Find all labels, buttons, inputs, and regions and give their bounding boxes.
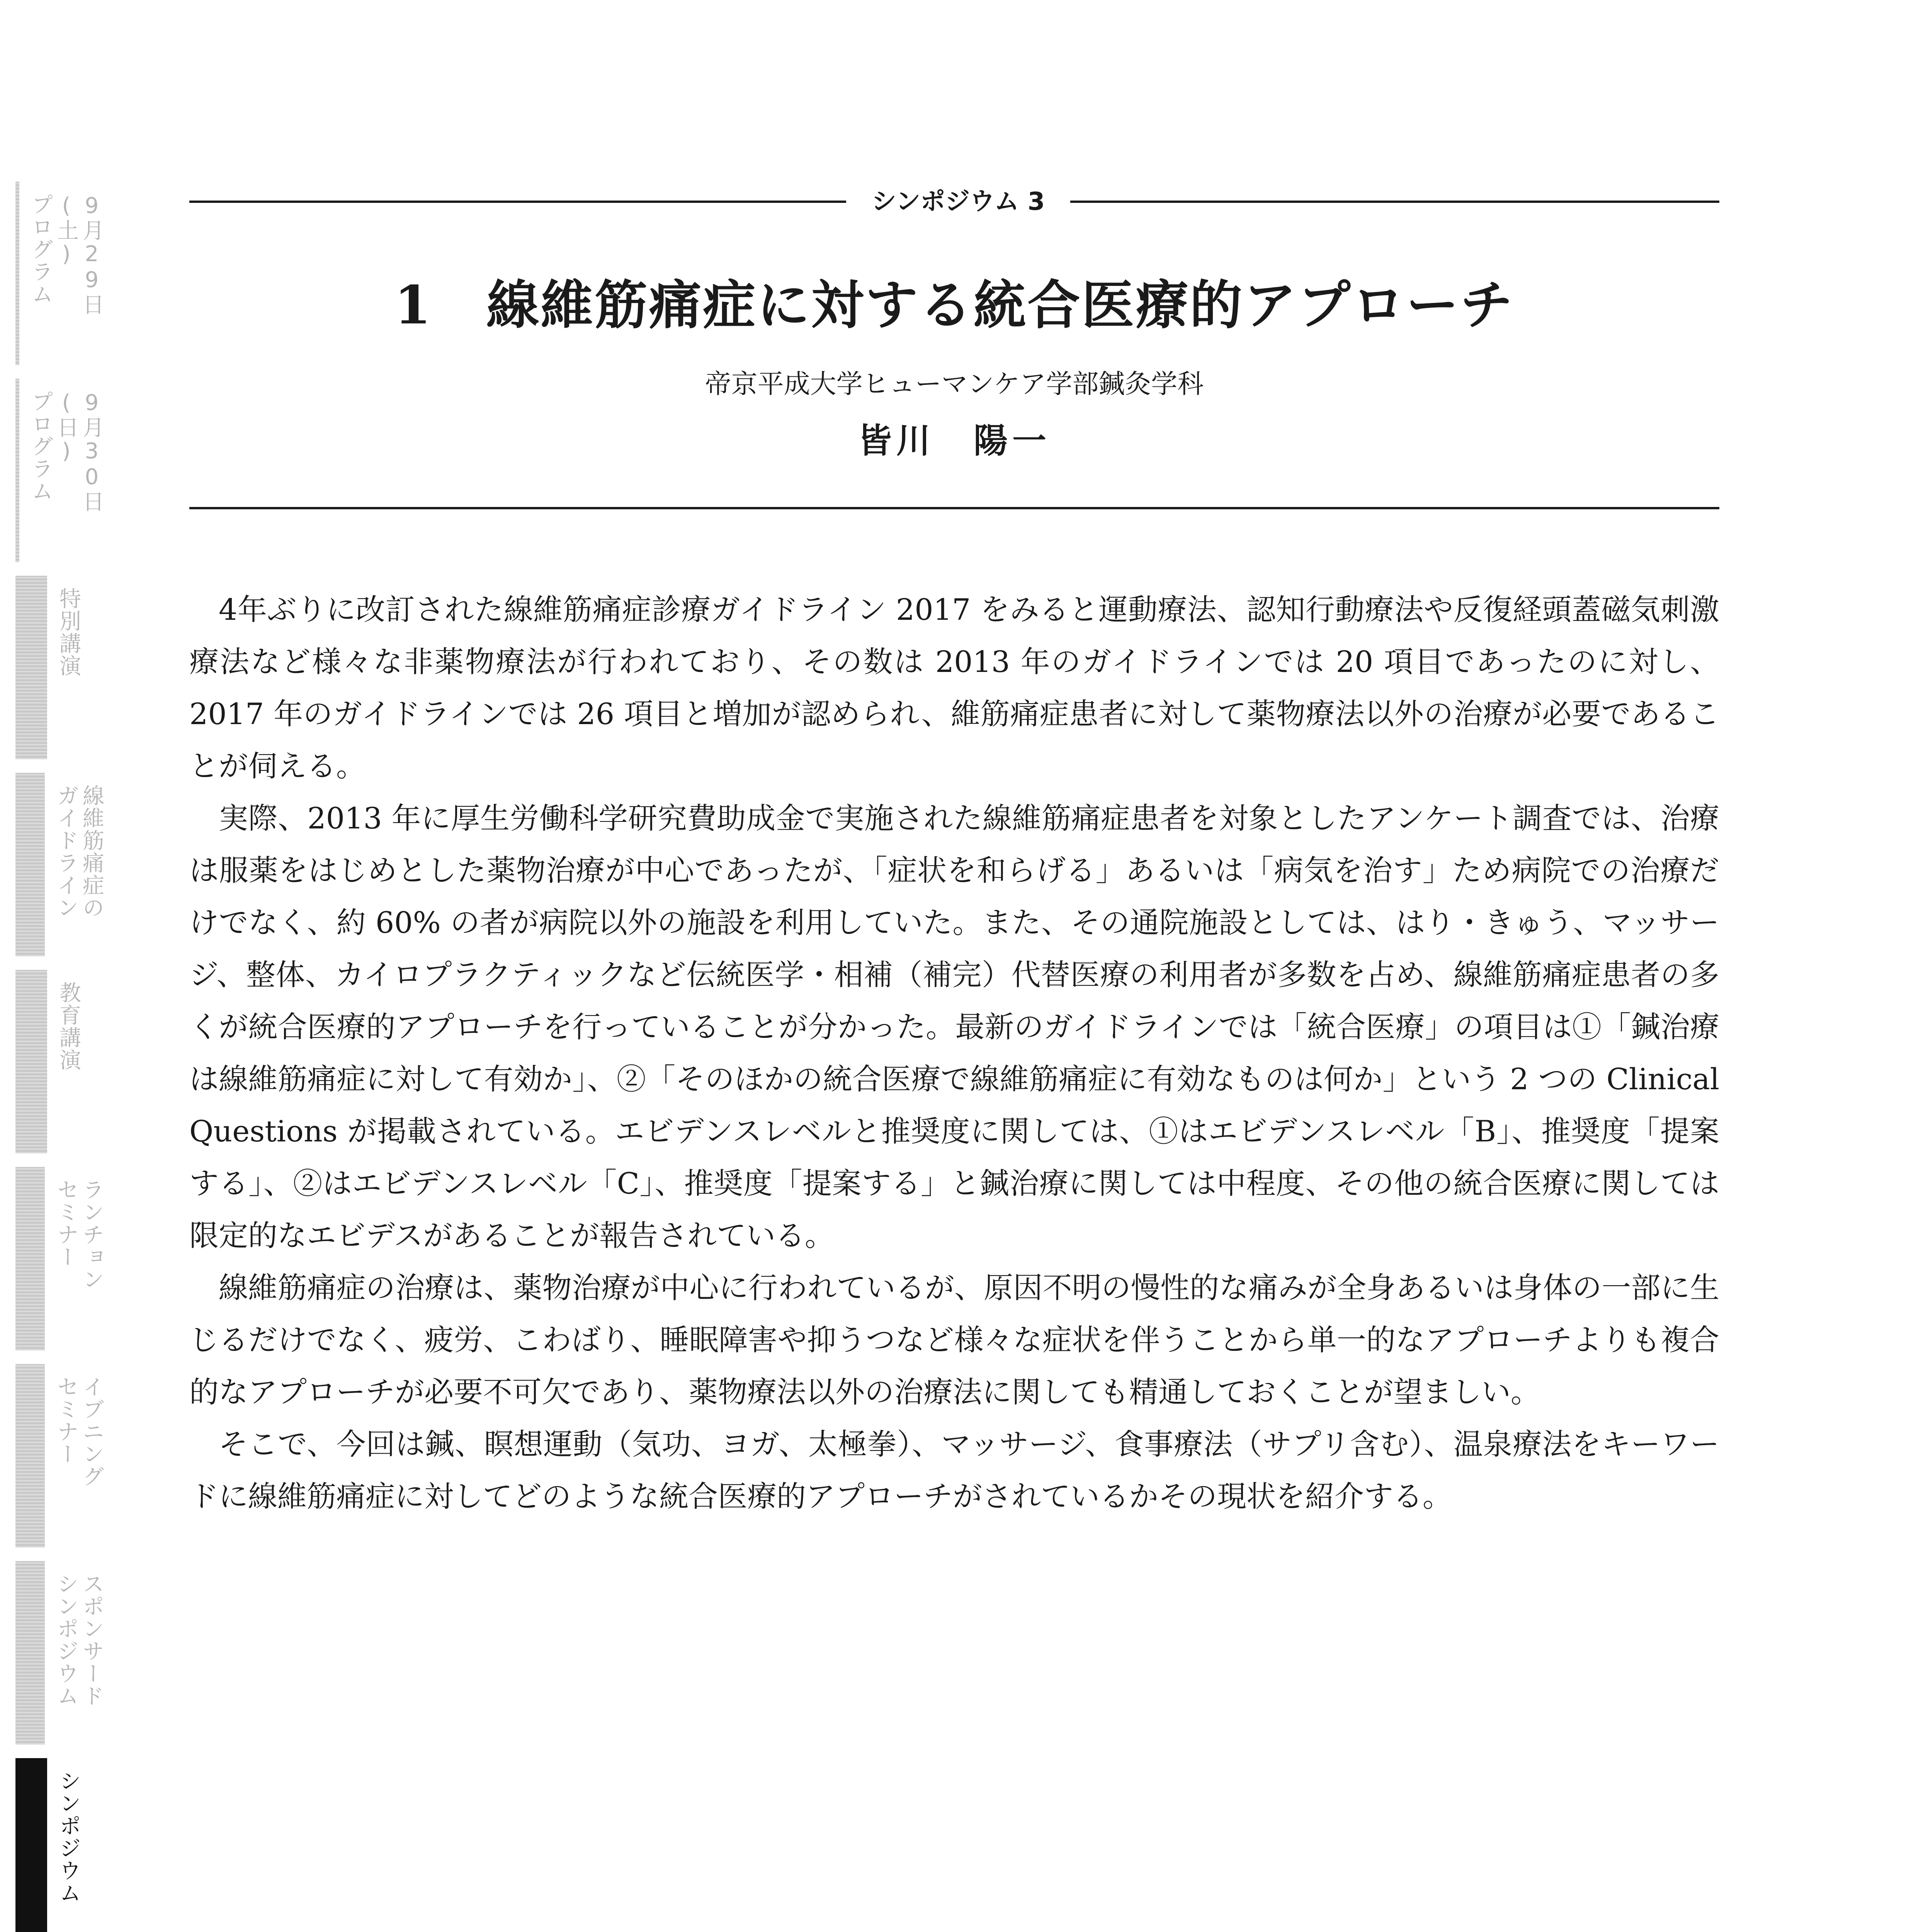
tab-marker — [15, 1758, 47, 1932]
tab-label: シンポジウム — [56, 1770, 81, 1904]
tab-marker — [15, 576, 47, 759]
index-tab — [15, 1167, 104, 1350]
body-paragraph: そこで、今回は鍼、瞑想運動（気功、ヨガ、太極拳）、マッサージ、食事療法（サプリ含む）、温泉療法をキーワードに線維筋痛症に対してどのような統合医療的アプローチがされているかその現状を紹介する。 — [189, 1427, 1719, 1514]
title-divider — [189, 507, 1719, 509]
tab-marker — [15, 773, 45, 956]
tab-marker — [15, 182, 19, 365]
section-header — [189, 185, 1719, 216]
index-tab — [15, 182, 104, 365]
author-affiliation: 帝京平成大学ヒューマンケア学部鍼灸学科 — [705, 369, 1204, 400]
tab-label: 特別講演 — [56, 587, 81, 677]
tab-marker — [15, 1561, 45, 1745]
header-rule-left — [189, 201, 846, 203]
index-tab — [15, 1364, 104, 1548]
tab-label: 9月30日(日) プログラム — [28, 390, 104, 513]
section-label: シンポジウム 3 — [871, 187, 1045, 216]
tab-label: イブニング セミナー — [54, 1376, 104, 1488]
index-tab — [15, 576, 104, 759]
index-tab — [15, 379, 104, 562]
tab-marker — [15, 1364, 45, 1548]
body-paragraph: 線維筋痛症の治療は、薬物治療が中心に行われているが、原因不明の慢性的な痛みが全身あるいは身体の一部に生じるだけでなく、疲労、こわばり、睡眠障害や抑うつなど様々な症状を伴うことから単一的なアプローチよりも複合的なアプローチが必要不可欠であり、薬物療法以外の治療法に関しても精通しておくことが望ましい。 — [189, 1270, 1719, 1409]
header-rule-right — [1070, 201, 1719, 203]
index-tab — [15, 1561, 104, 1745]
abstract-body — [189, 583, 1719, 1522]
tab-label: 9月29日(土) プログラム — [28, 193, 104, 316]
index-tab-current — [15, 1758, 104, 1932]
tab-label: スポンサード シンポジウム — [54, 1573, 104, 1707]
tab-marker — [15, 1167, 45, 1350]
article-title: 1 線維筋痛症に対する統合医療的アプローチ — [394, 274, 1515, 336]
tab-label: ランチョン セミナー — [54, 1179, 104, 1291]
tab-label: 線維筋痛症の ガイドライン — [54, 784, 104, 919]
tab-marker — [15, 379, 19, 562]
index-tab — [15, 970, 104, 1153]
tab-label: 教育講演 — [56, 981, 81, 1071]
author-name: 皆川 陽一 — [857, 420, 1051, 461]
body-paragraph: 4年ぶりに改訂された線維筋痛症診療ガイドライン 2017 をみると運動療法、認知行動療法や反復経頭蓋磁気刺激療法など様々な非薬物療法が行われており、その数は 2013 年のガイドラインでは 20 項目であったのに対し、2017 年のガイドラインでは 26 項目と増加が認められ、維筋痛症患者に対して薬物療法以外の治療が必要であることが伺える。 — [189, 592, 1719, 783]
tab-marker — [15, 970, 47, 1153]
index-tab — [15, 773, 104, 956]
body-paragraph: 実際、2013 年に厚生労働科学研究費助成金で実施された線維筋痛症患者を対象としたアンケート調査では、治療は服薬をはじめとした薬物治療が中心であったが、「症状を和らげる」あるいは「病気を治す」ため病院での治療だけでなく、約 60% の者が病院以外の施設を利用していた。また、その通院施設としては、はり・きゅう、マッサージ、整体、カイロプラクティックなど伝統医学・相補（補完）代替医療の利用者が多数を占め、線維筋痛症患者の多くが統合医療的アプローチを行っていることが分かった。最新のガイドラインでは「統合医療」の項目は①「鍼治療は線維筋痛症に対して有効か」、②「そのほかの統合医療で線維筋痛症に有効なものは何か」という 2 つの Clinical Questions が掲載されている。エビデンスレベルと推奨度に関しては、①はエビデンスレベル「B」、推奨度「提案する」、②はエビデンスレベル「C」、推奨度「提案する」と鍼治療に関しては中程度、その他の統合医療に関しては限定的なエビデスがあることが報告されている。 — [189, 801, 1719, 1253]
